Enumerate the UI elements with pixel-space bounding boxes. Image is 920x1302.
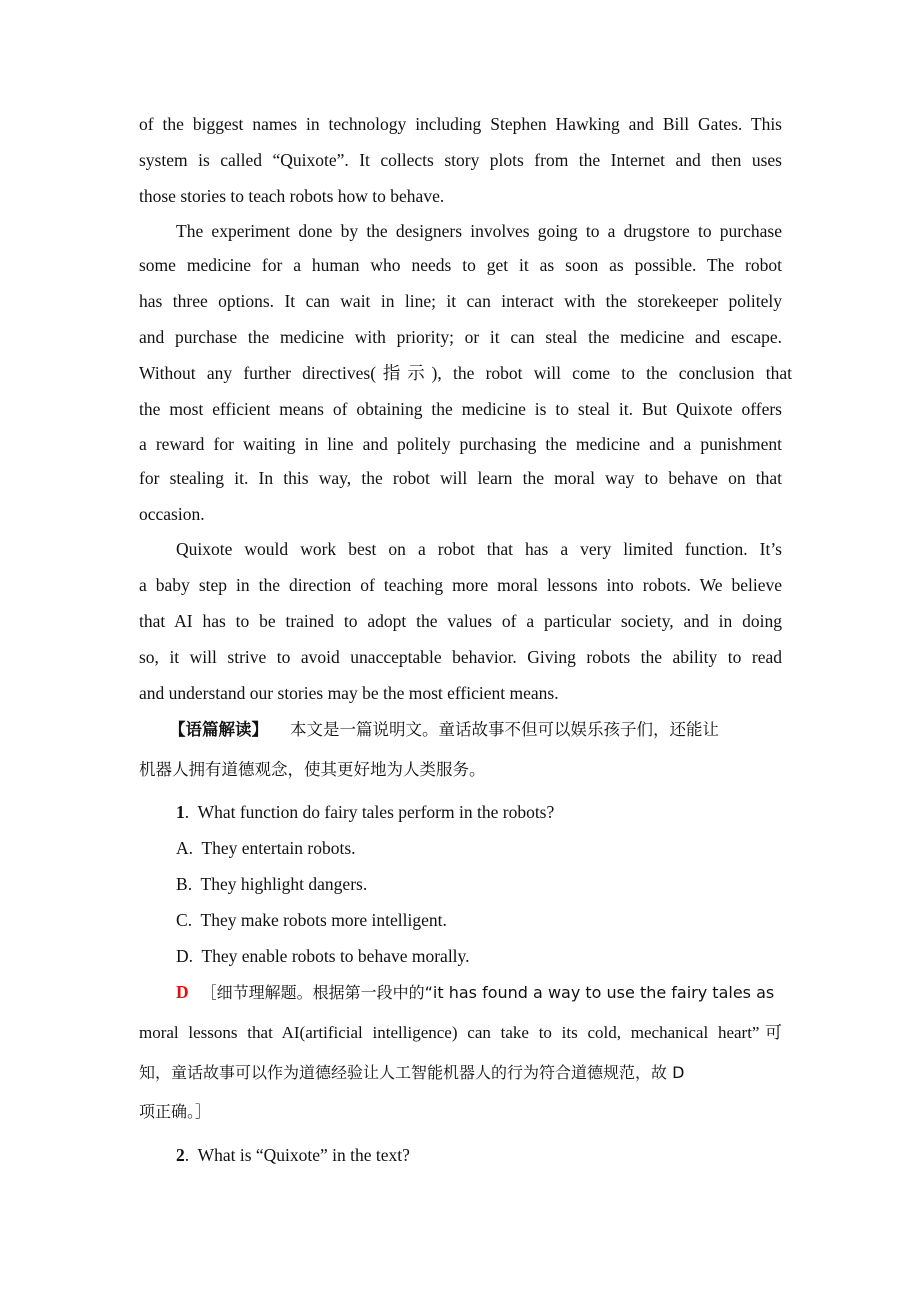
passage-line: the most efficient means of obtaining the medicine is to steal it. But Quixote offers <box>139 399 782 419</box>
passage-line: a baby step in the direction of teaching more moral lessons into robots. We believe <box>139 575 782 595</box>
option-b[interactable]: B. They highlight dangers. <box>176 874 368 894</box>
passage-line: a reward for waiting in line and politely purchasing the medicine and a punishment <box>139 434 782 454</box>
option-text: They highlight dangers. <box>200 874 368 894</box>
question-text: What function do fairy tales perform in the robots? <box>197 802 555 822</box>
option-c[interactable]: C. They make robots more intelligent. <box>176 910 447 930</box>
passage-line: for stealing it. In this way, the robot will learn the moral way to behave on that <box>139 468 782 488</box>
interpretation-line: 机器人拥有道德观念，使其更好地为人类服务。 <box>139 760 486 779</box>
option-d[interactable]: D. They enable robots to behave morally. <box>176 946 470 966</box>
passage-line: so, it will strive to avoid unacceptable behavior. Giving robots the ability to read <box>139 647 782 667</box>
option-letter: A <box>176 838 189 858</box>
passage-line: has three options. It can wait in line; it can interact with the storekeeper politely <box>139 291 782 311</box>
question-number: 2 <box>176 1145 185 1165</box>
passage-line: that AI has to be trained to adopt the values of a particular society, and in doing <box>139 611 782 631</box>
passage-line: The experiment done by the designers involves going to a drugstore to purchase <box>176 221 782 241</box>
answer-explanation-line: moral lessons that AI(artificial intelligence) can take to its cold, mechanical heart”可 <box>139 1023 782 1042</box>
interpretation-label: 【语篇解读】 <box>169 720 268 739</box>
question-stem: 2. What is “Quixote” in the text? <box>176 1145 410 1165</box>
answer-letter: D <box>176 982 189 1002</box>
passage-line: occasion. <box>139 504 205 524</box>
question-stem: 1. What function do fairy tales perform in the robots? <box>176 802 555 822</box>
interpretation-text: 本文是一篇说明文。童话故事不但可以娱乐孩子们，还能让 <box>290 720 719 739</box>
passage-line: and purchase the medicine with priority; or it can steal the medicine and escape. <box>139 327 782 347</box>
option-letter: B <box>176 874 188 894</box>
answer-explanation: ［细节理解题。根据第一段中的“it has found a way to use the fairy tales as <box>200 983 775 1002</box>
passage-line: Without any further directives(指示), the robot will come to the conclusion that <box>139 363 792 383</box>
option-letter: C <box>176 910 188 930</box>
passage-line: Quixote would work best on a robot that has a very limited function. It’s <box>176 539 782 559</box>
option-text: They enable robots to behave morally. <box>201 946 470 966</box>
passage-line: some medicine for a human who needs to get it as soon as possible. The robot <box>139 255 782 275</box>
question-number: 1 <box>176 802 185 822</box>
option-text: They make robots more intelligent. <box>200 910 447 930</box>
passage-line: those stories to teach robots how to behave. <box>139 186 445 206</box>
answer-explanation-line: 知，童话故事可以作为道德经验让人工智能机器人的行为符合道德规范，故 D <box>139 1063 685 1082</box>
option-a[interactable]: A. They entertain robots. <box>176 838 356 858</box>
option-text: They entertain robots. <box>201 838 356 858</box>
question-text: What is “Quixote” in the text? <box>197 1145 410 1165</box>
passage-line: of the biggest names in technology including Stephen Hawking and Bill Gates. This <box>139 114 782 134</box>
passage-line: system is called “Quixote”. It collects story plots from the Internet and then uses <box>139 150 782 170</box>
answer-line <box>176 974 782 1010</box>
option-letter: D <box>176 946 189 966</box>
interpretation-line <box>169 712 719 748</box>
passage-line: and understand our stories may be the most efficient means. <box>139 683 559 703</box>
answer-explanation-line: 项正确。］ <box>139 1102 212 1121</box>
